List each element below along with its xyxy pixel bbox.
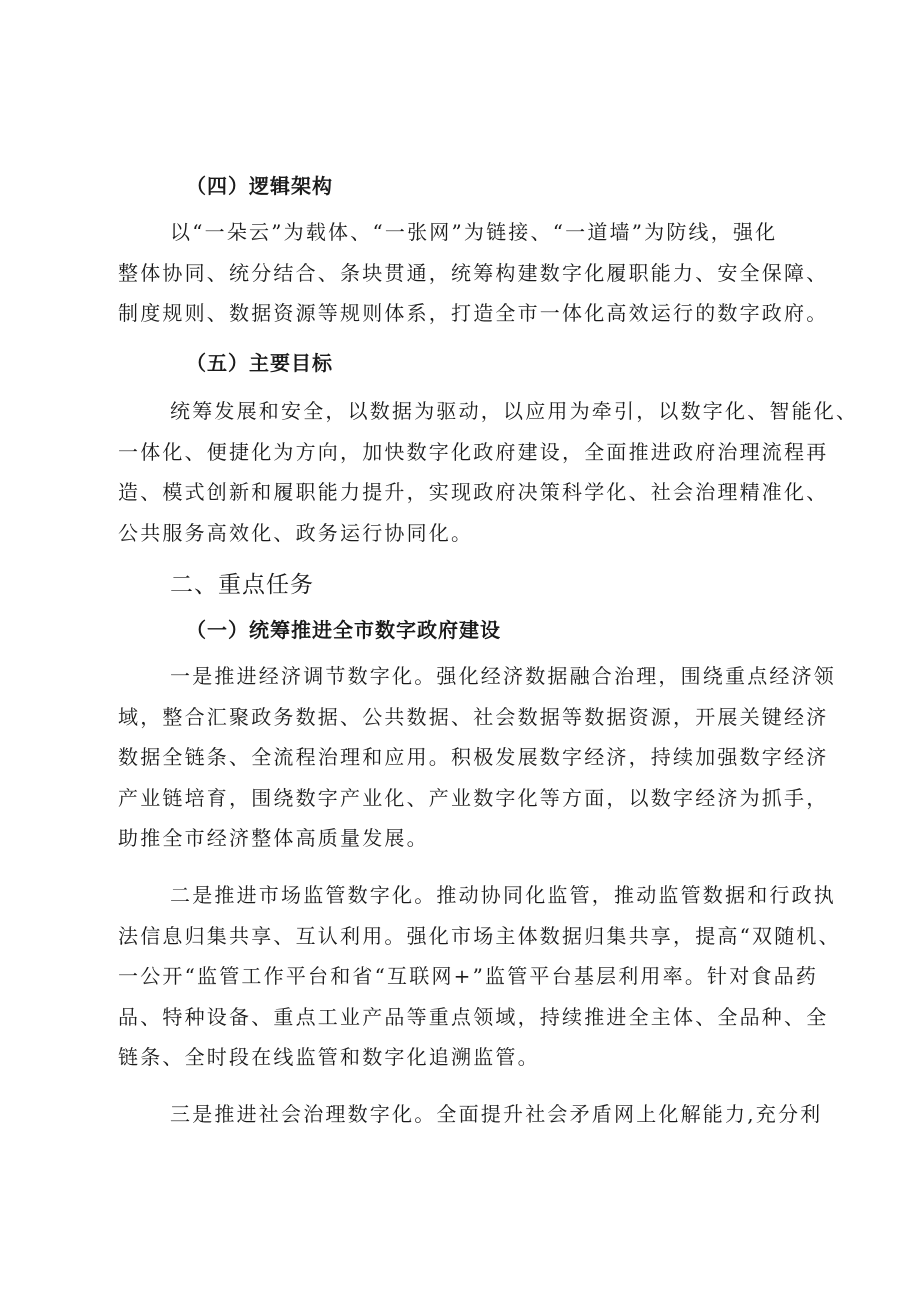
paragraph-market-supervision xyxy=(118,875,841,1078)
text-line: 助推全市经济整体高质量发展。 xyxy=(118,826,429,850)
paragraph-logical-architecture xyxy=(118,212,829,334)
text-line: 以“一朵云”为载体、“一张网”为链接、“一道墙”为防线，强化 xyxy=(170,220,778,244)
text-line: 法信息归集共享、互认利用。强化市场主体数据归集共享，提高“双随机、 xyxy=(118,923,841,948)
text-line: 品、特种设备、重点工业产品等重点领域，持续推进全主体、全品种、全 xyxy=(118,1004,829,1029)
text-line: 制度规则、数据资源等规则体系，打造全市一体化高效运行的数字政府。 xyxy=(118,301,829,325)
paragraph-economic-regulation xyxy=(118,656,836,859)
text-line: 公共服务高效化、政务运行协同化。 xyxy=(118,520,474,545)
text-line: 一公开“监管工作平台和省“互联网+”监管平台基层利用率。针对食品药 xyxy=(118,964,819,988)
text-line: 三是推进社会治理数字化。全面提升社会矛盾网上化解能力,充分利 xyxy=(170,1102,823,1126)
text-line: 一体化、便捷化为方向，加快数字化政府建设，全面推进政府治理流程再 xyxy=(118,439,829,464)
text-line: 造、模式创新和履职能力提升，实现政府决策科学化、社会治理精准化、 xyxy=(118,480,829,504)
heading-main-goals: （五）主要目标 xyxy=(186,351,333,375)
heading-logical-architecture: （四）逻辑架构 xyxy=(186,174,333,198)
text-line: 链条、全时段在线监管和数字化追溯监管。 xyxy=(118,1045,540,1069)
text-line: 二是推进市场监管数字化。推动协同化监管，推动监管数据和行政执 xyxy=(170,883,836,907)
text-line: 整体协同、统分结合、条块贯通，统筹构建数字化履职能力、安全保障、 xyxy=(118,260,829,285)
text-line: 一是推进经济调节数字化。强化经济数据融合治理，围绕重点经济领 xyxy=(170,664,836,688)
heading-digital-government: （一）统筹推进全市数字政府建设 xyxy=(186,618,501,642)
paragraph-social-governance xyxy=(118,1094,823,1135)
text-line: 产业链培育，围绕数字产业化、产业数字化等方面，以数字经济为抓手， xyxy=(118,785,829,810)
heading-key-tasks: 二、重点任务 xyxy=(170,572,314,598)
paragraph-main-goals xyxy=(118,391,859,553)
text-line: 域，整合汇聚政务数据、公共数据、社会数据等数据资源，开展关键经济 xyxy=(118,704,829,729)
text-line: 数据全链条、全流程治理和应用。积极发展数字经济，持续加强数字经济 xyxy=(118,745,829,769)
text-line: 统筹发展和安全，以数据为驱动，以应用为牵引，以数字化、智能化、 xyxy=(170,399,859,423)
